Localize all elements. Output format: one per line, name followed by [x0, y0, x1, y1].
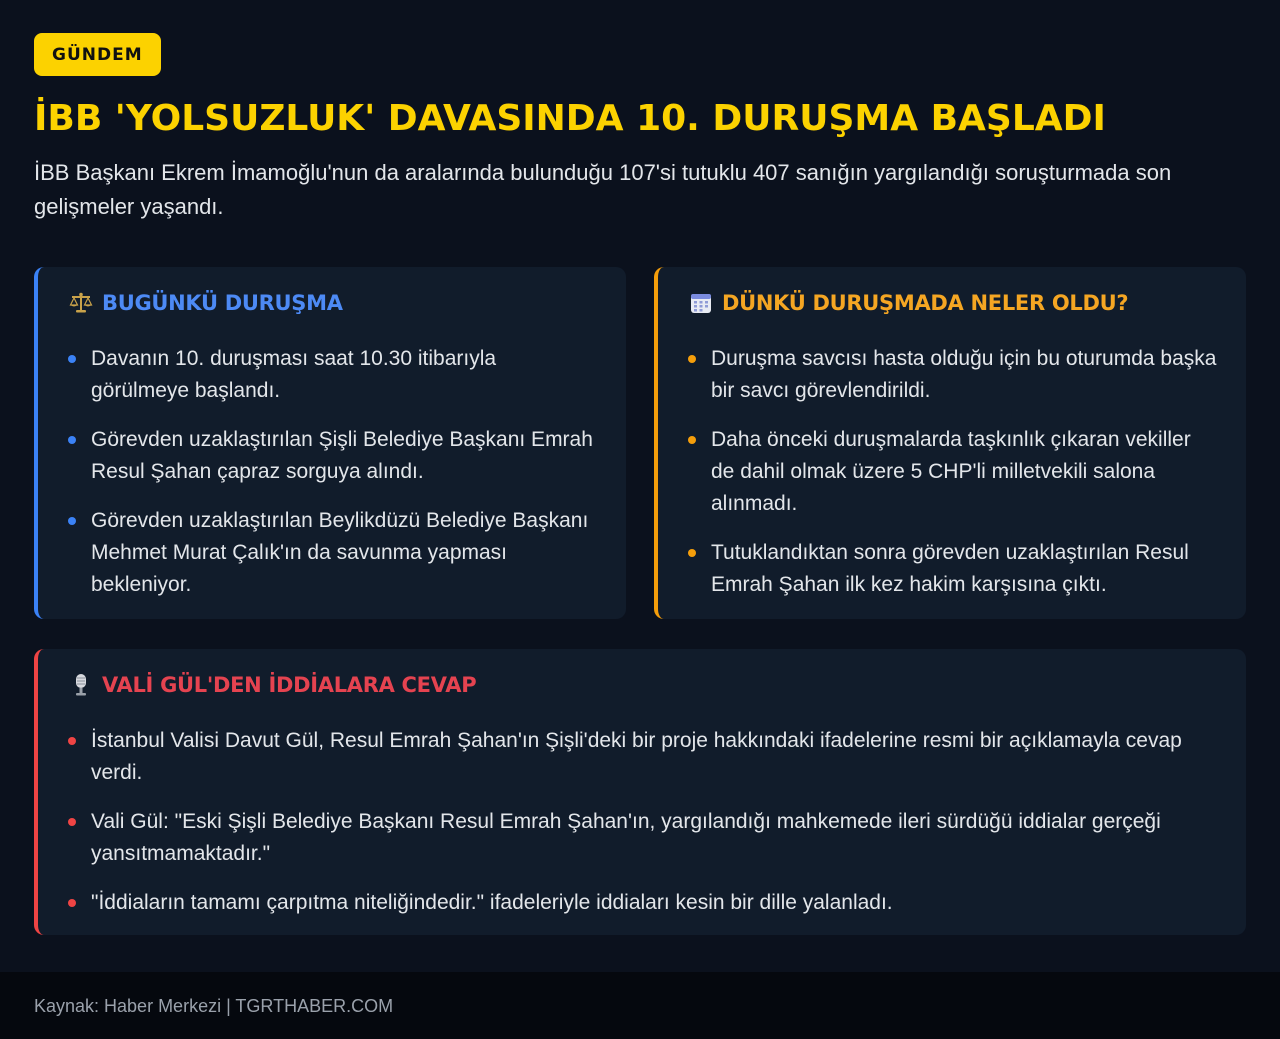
yesterday-hearing-header — [688, 289, 1218, 317]
list-item-text: Daha önceki duruşmalarda taşkınlık çıkaran vekiller de dahil olmak üzere 5 CHP'li milletvekili salona alınmadı. — [711, 428, 1191, 515]
list-item-text: Duruşma savcısı hasta olduğu için bu oturumda başka bir savcı görevlendirildi. — [711, 347, 1217, 402]
page-subtitle: İBB Başkanı Ekrem İmamoğlu'nun da aralarında bulunduğu 107'si tutuklu 407 sanığın yargılandığı soruşturmada son gelişmeler yaşandı. — [34, 160, 1172, 219]
category-badge: GÜNDEM — [34, 33, 161, 76]
bullet-icon — [688, 549, 696, 557]
list-item — [68, 505, 598, 601]
governor-response-card — [34, 649, 1246, 935]
governor-response-list — [68, 725, 1218, 919]
list-item-text: Tutuklandıktan sonra görevden uzaklaştırılan Resul Emrah Şahan ilk kez hakim karşısına çıktı. — [711, 541, 1189, 596]
yesterday-hearing-list — [688, 343, 1218, 601]
list-item — [68, 424, 598, 488]
bullet-icon — [68, 818, 76, 826]
list-item-text: İstanbul Valisi Davut Gül, Resul Emrah Şahan'ın Şişli'deki bir proje hakkındaki ifadelerine resmi bir açıklamayla cevap verdi. — [91, 729, 1182, 784]
list-item — [68, 343, 598, 407]
governor-response-title: VALİ GÜL'DEN İDDİALARA CEVAP — [102, 673, 477, 697]
yesterday-hearing-card — [654, 267, 1246, 619]
footer-bar — [0, 972, 1280, 1039]
list-item — [68, 725, 1218, 789]
today-hearing-header — [68, 289, 598, 317]
list-item — [688, 343, 1218, 407]
bullet-icon — [68, 436, 76, 444]
yesterday-hearing-title: DÜNKÜ DURUŞMADA NELER OLDU? — [722, 291, 1129, 315]
list-item-text: Görevden uzaklaştırılan Beylikdüzü Belediye Başkanı Mehmet Murat Çalık'ın da savunma yapması bekleniyor. — [91, 509, 589, 596]
bullet-icon — [68, 517, 76, 525]
bullet-icon — [688, 436, 696, 444]
list-item — [688, 537, 1218, 601]
list-item-text: Davanın 10. duruşması saat 10.30 itibarıyla görülmeye başlandı. — [91, 347, 497, 402]
bullet-icon — [688, 355, 696, 363]
today-hearing-card — [34, 267, 626, 619]
governor-response-header — [68, 671, 1218, 699]
list-item — [68, 887, 1218, 919]
calendar-icon — [688, 291, 714, 315]
list-item-text: "İddiaların tamamı çarpıtma niteliğindedir." ifadeleriyle iddiaları kesin bir dille yalanladı. — [91, 891, 893, 914]
today-hearing-list — [68, 343, 598, 601]
bullet-icon — [68, 899, 76, 907]
bullet-icon — [68, 355, 76, 363]
list-item — [68, 806, 1218, 870]
list-item-text: Vali Gül: "Eski Şişli Belediye Başkanı Resul Emrah Şahan'ın, yargılandığı mahkemede ileri sürdüğü iddialar gerçeği yansıtmamaktadır." — [91, 810, 1161, 865]
page-title: İBB 'YOLSUZLUK' DAVASINDA 10. DURUŞMA BAŞLADI — [34, 98, 1106, 139]
bullet-icon — [68, 737, 76, 745]
today-hearing-title: BUGÜNKÜ DURUŞMA — [102, 291, 343, 315]
source-credit: Kaynak: Haber Merkezi | TGRTHABER.COM — [34, 996, 394, 1016]
list-item — [688, 424, 1218, 520]
list-item-text: Görevden uzaklaştırılan Şişli Belediye Başkanı Emrah Resul Şahan çapraz sorguya alındı. — [91, 428, 593, 483]
microphone-icon — [68, 673, 94, 697]
article-header — [34, 33, 1246, 224]
scales-icon — [68, 291, 94, 315]
